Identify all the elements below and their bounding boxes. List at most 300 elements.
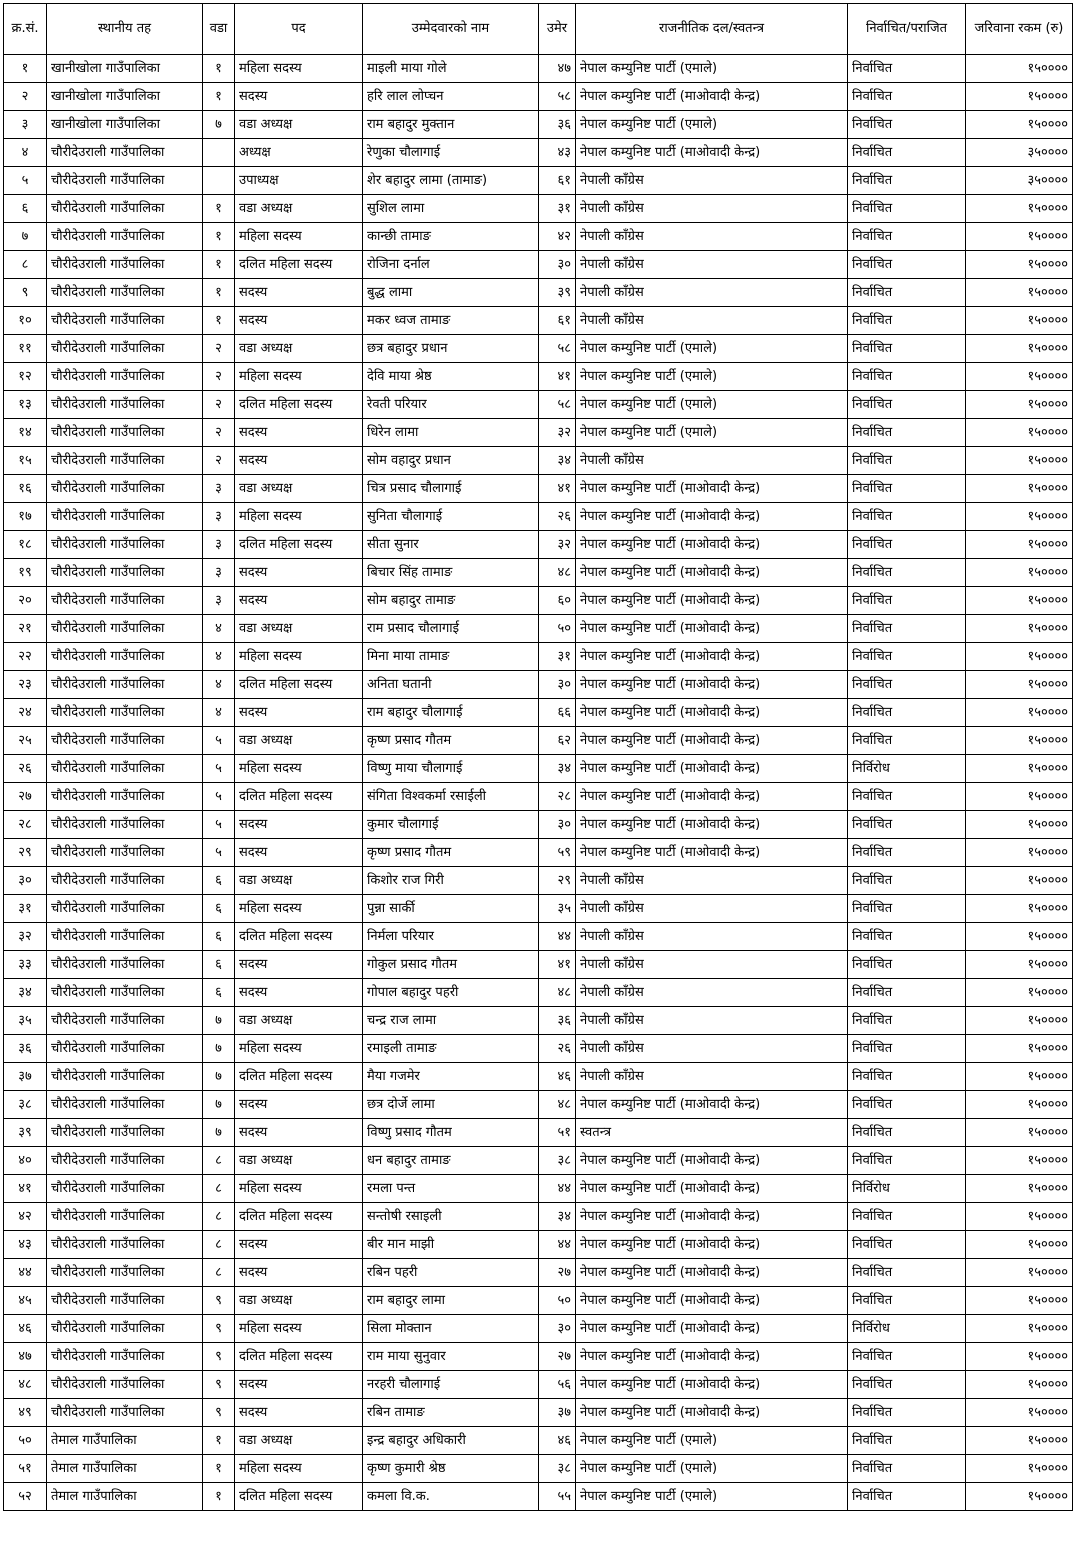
cell-local-level: चौरीदेउराली गाउँपालिका [47,531,203,559]
cell-ward: ६ [203,867,235,895]
cell-fine-amount: ३५०००० [966,167,1073,195]
cell-party: नेपाल कम्युनिष्ट पार्टी (एमाले) [576,1455,848,1483]
cell-serial: २ [4,83,47,111]
cell-local-level: चौरीदेउराली गाउँपालिका [47,839,203,867]
cell-fine-amount: १५०००० [966,111,1073,139]
cell-result: निर्वाचित [848,223,966,251]
cell-ward: २ [203,335,235,363]
cell-position: सदस्य [235,1259,363,1287]
cell-candidate-name: बुद्ध लामा [363,279,539,307]
cell-candidate-name: कृष्ण प्रसाद गौतम [363,839,539,867]
cell-party: नेपाली काँग्रेस [576,447,848,475]
header-party: राजनीतिक दल/स्वतन्त्र [576,4,848,55]
cell-local-level: चौरीदेउराली गाउँपालिका [47,1343,203,1371]
cell-age: ४१ [539,363,576,391]
cell-fine-amount: १५०००० [966,1091,1073,1119]
cell-candidate-name: पुन्ना सार्की [363,895,539,923]
table-row [4,195,1073,223]
cell-serial: ५२ [4,1483,47,1511]
cell-ward: ६ [203,923,235,951]
cell-position: वडा अध्यक्ष [235,111,363,139]
cell-candidate-name: गोकुल प्रसाद गौतम [363,951,539,979]
cell-candidate-name: राम प्रसाद चौलागाई [363,615,539,643]
cell-age: ५८ [539,83,576,111]
cell-party: नेपाली काँग्रेस [576,867,848,895]
cell-fine-amount: १५०००० [966,307,1073,335]
cell-candidate-name: माइली माया गोले [363,55,539,83]
cell-age: ३४ [539,1203,576,1231]
table-row [4,1259,1073,1287]
cell-position: महिला सदस्य [235,1035,363,1063]
cell-party: नेपाली काँग्रेस [576,307,848,335]
cell-ward: ८ [203,1231,235,1259]
cell-serial: ४४ [4,1259,47,1287]
cell-serial: २९ [4,839,47,867]
cell-result: निर्वाचित [848,1091,966,1119]
cell-candidate-name: चन्द्र राज लामा [363,1007,539,1035]
table-row [4,55,1073,83]
cell-serial: ४३ [4,1231,47,1259]
cell-ward [203,167,235,195]
cell-serial: १३ [4,391,47,419]
table-header-row [4,4,1073,55]
cell-party: नेपाल कम्युनिष्ट पार्टी (माओवादी केन्द्र) [576,531,848,559]
cell-position: महिला सदस्य [235,1455,363,1483]
cell-position: वडा अध्यक्ष [235,1287,363,1315]
cell-ward: १ [203,279,235,307]
cell-age: ५८ [539,391,576,419]
cell-ward: ८ [203,1147,235,1175]
cell-party: नेपाल कम्युनिष्ट पार्टी (माओवादी केन्द्र) [576,559,848,587]
cell-position: महिला सदस्य [235,1315,363,1343]
cell-serial: १० [4,307,47,335]
cell-position: वडा अध्यक्ष [235,1147,363,1175]
cell-position: सदस्य [235,1371,363,1399]
cell-serial: ३३ [4,951,47,979]
cell-fine-amount: १५०००० [966,195,1073,223]
table-row [4,1455,1073,1483]
table-row [4,251,1073,279]
cell-position: सदस्य [235,979,363,1007]
cell-result: निर्वाचित [848,783,966,811]
cell-result: निर्वाचित [848,1427,966,1455]
cell-position: सदस्य [235,83,363,111]
cell-position: अध्यक्ष [235,139,363,167]
table-row [4,503,1073,531]
cell-party: नेपाली काँग्रेस [576,1007,848,1035]
cell-fine-amount: १५०००० [966,1371,1073,1399]
cell-ward: १ [203,307,235,335]
cell-serial: २६ [4,755,47,783]
cell-position: दलित महिला सदस्य [235,923,363,951]
cell-position: महिला सदस्य [235,755,363,783]
cell-candidate-name: रमला पन्त [363,1175,539,1203]
cell-age: ४४ [539,923,576,951]
cell-local-level: चौरीदेउराली गाउँपालिका [47,1315,203,1343]
table-row [4,167,1073,195]
cell-ward: ९ [203,1399,235,1427]
table-row [4,1203,1073,1231]
cell-local-level: चौरीदेउराली गाउँपालिका [47,1287,203,1315]
cell-result: निर्वाचित [848,979,966,1007]
cell-local-level: तेमाल गाउँपालिका [47,1455,203,1483]
cell-candidate-name: देवि माया श्रेष्ठ [363,363,539,391]
cell-age: ४६ [539,1427,576,1455]
cell-serial: ३१ [4,895,47,923]
cell-position: महिला सदस्य [235,55,363,83]
cell-serial: ३२ [4,923,47,951]
cell-age: ४२ [539,223,576,251]
cell-local-level: खानीखोला गाउँपालिका [47,55,203,83]
cell-age: ४८ [539,1091,576,1119]
cell-candidate-name: कमला वि.क. [363,1483,539,1511]
cell-fine-amount: १५०००० [966,1427,1073,1455]
cell-local-level: चौरीदेउराली गाउँपालिका [47,1063,203,1091]
cell-local-level: चौरीदेउराली गाउँपालिका [47,447,203,475]
cell-party: नेपाल कम्युनिष्ट पार्टी (माओवादी केन्द्र) [576,783,848,811]
cell-fine-amount: १५०००० [966,475,1073,503]
cell-candidate-name: मैया गजमेर [363,1063,539,1091]
cell-party: नेपाल कम्युनिष्ट पार्टी (माओवादी केन्द्र) [576,1343,848,1371]
cell-party: नेपाल कम्युनिष्ट पार्टी (माओवादी केन्द्र) [576,1147,848,1175]
cell-fine-amount: १५०००० [966,335,1073,363]
cell-candidate-name: विष्णु प्रसाद गौतम [363,1119,539,1147]
cell-result: निर्वाचित [848,1399,966,1427]
cell-candidate-name: राम माया सुनुवार [363,1343,539,1371]
cell-position: सदस्य [235,279,363,307]
cell-ward: १ [203,1483,235,1511]
cell-local-level: चौरीदेउराली गाउँपालिका [47,279,203,307]
cell-local-level: चौरीदेउराली गाउँपालिका [47,195,203,223]
cell-age: ४७ [539,55,576,83]
cell-fine-amount: १५०००० [966,223,1073,251]
cell-party: नेपाल कम्युनिष्ट पार्टी (एमाले) [576,419,848,447]
cell-party: नेपाल कम्युनिष्ट पार्टी (माओवादी केन्द्र) [576,811,848,839]
cell-local-level: चौरीदेउराली गाउँपालिका [47,811,203,839]
cell-party: नेपाल कम्युनिष्ट पार्टी (एमाले) [576,111,848,139]
cell-ward: ६ [203,979,235,1007]
cell-serial: ७ [4,223,47,251]
cell-candidate-name: कुमार चौलागाई [363,811,539,839]
cell-local-level: चौरीदेउराली गाउँपालिका [47,951,203,979]
cell-result: निर्वाचित [848,1203,966,1231]
cell-serial: ४८ [4,1371,47,1399]
cell-local-level: चौरीदेउराली गाउँपालिका [47,615,203,643]
cell-fine-amount: १५०००० [966,503,1073,531]
cell-party: नेपाल कम्युनिष्ट पार्टी (माओवादी केन्द्र) [576,587,848,615]
cell-local-level: चौरीदेउराली गाउँपालिका [47,587,203,615]
cell-age: ५६ [539,1371,576,1399]
cell-ward: २ [203,447,235,475]
cell-party: नेपाली काँग्रेस [576,251,848,279]
cell-serial: ४० [4,1147,47,1175]
cell-party: नेपाल कम्युनिष्ट पार्टी (एमाले) [576,391,848,419]
cell-candidate-name: रोजिना दर्नाल [363,251,539,279]
cell-ward: १ [203,223,235,251]
cell-candidate-name: शेर बहादुर लामा (तामाङ) [363,167,539,195]
cell-party: नेपाली काँग्रेस [576,895,848,923]
cell-age: ४१ [539,475,576,503]
cell-ward: ३ [203,475,235,503]
table-row [4,783,1073,811]
table-row [4,363,1073,391]
cell-fine-amount: १५०००० [966,1287,1073,1315]
cell-serial: १ [4,55,47,83]
cell-candidate-name: सुनिता चौलागाई [363,503,539,531]
cell-position: दलित महिला सदस्य [235,251,363,279]
cell-ward: १ [203,251,235,279]
cell-position: सदस्य [235,307,363,335]
cell-fine-amount: १५०००० [966,811,1073,839]
cell-candidate-name: छत्र बहादुर प्रधान [363,335,539,363]
cell-ward: २ [203,363,235,391]
cell-party: नेपाल कम्युनिष्ट पार्टी (माओवादी केन्द्र) [576,503,848,531]
cell-ward: ४ [203,615,235,643]
cell-fine-amount: १५०००० [966,615,1073,643]
cell-age: ३० [539,1315,576,1343]
table-row [4,391,1073,419]
cell-result: निर्वाचित [848,307,966,335]
cell-local-level: चौरीदेउराली गाउँपालिका [47,139,203,167]
cell-fine-amount: १५०००० [966,699,1073,727]
cell-result: निर्वाचित [848,1035,966,1063]
cell-local-level: तेमाल गाउँपालिका [47,1427,203,1455]
cell-age: २७ [539,1259,576,1287]
cell-result: निर्विरोध [848,1315,966,1343]
cell-result: निर्वाचित [848,811,966,839]
cell-party: नेपाल कम्युनिष्ट पार्टी (एमाले) [576,363,848,391]
cell-local-level: चौरीदेउराली गाउँपालिका [47,335,203,363]
cell-party: नेपाल कम्युनिष्ट पार्टी (माओवादी केन्द्र) [576,1315,848,1343]
cell-ward: ४ [203,643,235,671]
cell-candidate-name: बीर मान माझी [363,1231,539,1259]
cell-local-level: खानीखोला गाउँपालिका [47,83,203,111]
header-fine-amount: जरिवाना रकम (रु) [966,4,1073,55]
table-row [4,643,1073,671]
cell-fine-amount: १५०००० [966,783,1073,811]
cell-ward: १ [203,1427,235,1455]
cell-result: निर्वाचित [848,671,966,699]
cell-candidate-name: किशोर राज गिरी [363,867,539,895]
cell-local-level: चौरीदेउराली गाउँपालिका [47,559,203,587]
cell-party: नेपाल कम्युनिष्ट पार्टी (एमाले) [576,1427,848,1455]
cell-fine-amount: १५०००० [966,867,1073,895]
cell-candidate-name: मकर ध्वज तामाङ [363,307,539,335]
cell-position: दलित महिला सदस्य [235,1063,363,1091]
cell-ward [203,139,235,167]
cell-local-level: चौरीदेउराली गाउँपालिका [47,167,203,195]
cell-position: वडा अध्यक्ष [235,475,363,503]
cell-local-level: चौरीदेउराली गाउँपालिका [47,1399,203,1427]
cell-party: नेपाल कम्युनिष्ट पार्टी (माओवादी केन्द्र) [576,839,848,867]
cell-result: निर्वाचित [848,251,966,279]
cell-result: निर्विरोध [848,1175,966,1203]
cell-ward: २ [203,419,235,447]
cell-serial: २० [4,587,47,615]
cell-serial: ९ [4,279,47,307]
cell-party: नेपाली काँग्रेस [576,167,848,195]
cell-fine-amount: ३५०००० [966,139,1073,167]
table-row [4,335,1073,363]
cell-party: नेपाल कम्युनिष्ट पार्टी (माओवादी केन्द्र) [576,699,848,727]
cell-party: नेपाल कम्युनिष्ट पार्टी (माओवादी केन्द्र) [576,1175,848,1203]
cell-position: सदस्य [235,811,363,839]
cell-party: नेपाल कम्युनिष्ट पार्टी (माओवादी केन्द्र) [576,1371,848,1399]
cell-result: निर्वाचित [848,531,966,559]
cell-result: निर्वाचित [848,503,966,531]
cell-candidate-name: रेणुका चौलागाई [363,139,539,167]
cell-party: स्वतन्त्र [576,1119,848,1147]
cell-serial: १७ [4,503,47,531]
cell-ward: ५ [203,811,235,839]
cell-ward: ६ [203,895,235,923]
cell-local-level: चौरीदेउराली गाउँपालिका [47,979,203,1007]
cell-local-level: चौरीदेउराली गाउँपालिका [47,1371,203,1399]
cell-candidate-name: हरि लाल लोप्चन [363,83,539,111]
table-row [4,1315,1073,1343]
cell-age: ३६ [539,1007,576,1035]
cell-result: निर्वाचित [848,139,966,167]
cell-age: ४४ [539,1175,576,1203]
cell-candidate-name: धन बहादुर तामाङ [363,1147,539,1175]
cell-age: ३२ [539,531,576,559]
cell-candidate-name: सीता सुनार [363,531,539,559]
cell-age: ३९ [539,279,576,307]
cell-fine-amount: १५०००० [966,1203,1073,1231]
cell-age: ५० [539,1287,576,1315]
table-row [4,139,1073,167]
cell-age: ३० [539,251,576,279]
cell-candidate-name: राम बहादुर चौलागाई [363,699,539,727]
cell-age: ३१ [539,643,576,671]
cell-local-level: चौरीदेउराली गाउँपालिका [47,895,203,923]
cell-fine-amount: १५०००० [966,1063,1073,1091]
cell-party: नेपाल कम्युनिष्ट पार्टी (माओवादी केन्द्र) [576,83,848,111]
cell-local-level: चौरीदेउराली गाउँपालिका [47,1175,203,1203]
cell-serial: २१ [4,615,47,643]
cell-serial: ५१ [4,1455,47,1483]
cell-age: ६२ [539,727,576,755]
cell-party: नेपाल कम्युनिष्ट पार्टी (माओवादी केन्द्र) [576,139,848,167]
cell-result: निर्वाचित [848,951,966,979]
table-row [4,1371,1073,1399]
cell-candidate-name: राम बहादुर लामा [363,1287,539,1315]
cell-age: ४४ [539,1231,576,1259]
cell-serial: ३९ [4,1119,47,1147]
cell-result: निर्वाचित [848,839,966,867]
table-row [4,1483,1073,1511]
cell-age: ५० [539,615,576,643]
cell-position: वडा अध्यक्ष [235,867,363,895]
cell-ward: ९ [203,1315,235,1343]
cell-local-level: चौरीदेउराली गाउँपालिका [47,419,203,447]
cell-result: निर्वाचित [848,727,966,755]
cell-candidate-name: मिना माया तामाङ [363,643,539,671]
cell-fine-amount: १५०००० [966,1119,1073,1147]
cell-candidate-name: कान्छी तामाङ [363,223,539,251]
cell-result: निर्वाचित [848,1259,966,1287]
table-row [4,1399,1073,1427]
cell-candidate-name: संगिता विश्वकर्मा रसाईली [363,783,539,811]
cell-position: सदस्य [235,559,363,587]
cell-position: सदस्य [235,1399,363,1427]
cell-fine-amount: १५०००० [966,643,1073,671]
cell-ward: ३ [203,559,235,587]
cell-party: नेपाल कम्युनिष्ट पार्टी (माओवादी केन्द्र) [576,1259,848,1287]
header-local-level: स्थानीय तह [47,4,203,55]
cell-ward: ४ [203,699,235,727]
cell-local-level: चौरीदेउराली गाउँपालिका [47,867,203,895]
cell-position: महिला सदस्य [235,895,363,923]
cell-party: नेपाल कम्युनिष्ट पार्टी (माओवादी केन्द्र) [576,1231,848,1259]
cell-local-level: तेमाल गाउँपालिका [47,1483,203,1511]
cell-candidate-name: छत्र दोर्जे लामा [363,1091,539,1119]
table-row [4,895,1073,923]
cell-candidate-name: सिला मोक्तान [363,1315,539,1343]
cell-local-level: खानीखोला गाउँपालिका [47,111,203,139]
table-row [4,1343,1073,1371]
cell-serial: २२ [4,643,47,671]
cell-party: नेपाल कम्युनिष्ट पार्टी (माओवादी केन्द्र) [576,1091,848,1119]
cell-serial: १५ [4,447,47,475]
cell-party: नेपाल कम्युनिष्ट पार्टी (माओवादी केन्द्र) [576,755,848,783]
cell-serial: १२ [4,363,47,391]
cell-position: वडा अध्यक्ष [235,1427,363,1455]
cell-fine-amount: १५०००० [966,895,1073,923]
cell-result: निर्वाचित [848,1063,966,1091]
cell-party: नेपाली काँग्रेस [576,979,848,1007]
cell-age: ३४ [539,755,576,783]
cell-ward: ७ [203,111,235,139]
cell-party: नेपाली काँग्रेस [576,923,848,951]
cell-local-level: चौरीदेउराली गाउँपालिका [47,671,203,699]
cell-position: दलित महिला सदस्य [235,531,363,559]
cell-result: निर्वाचित [848,363,966,391]
table-row [4,923,1073,951]
cell-serial: १८ [4,531,47,559]
cell-ward: ८ [203,1203,235,1231]
cell-age: २६ [539,1035,576,1063]
cell-candidate-name: बिचार सिंह तामाङ [363,559,539,587]
cell-serial: ५ [4,167,47,195]
table-row [4,1175,1073,1203]
cell-age: ३० [539,671,576,699]
cell-serial: ३ [4,111,47,139]
cell-result: निर्वाचित [848,1343,966,1371]
cell-position: दलित महिला सदस्य [235,1343,363,1371]
cell-ward: ४ [203,671,235,699]
cell-fine-amount: १५०००० [966,1035,1073,1063]
cell-party: नेपाली काँग्रेस [576,1063,848,1091]
cell-result: निर्वाचित [848,559,966,587]
cell-age: २९ [539,867,576,895]
cell-position: महिला सदस्य [235,643,363,671]
cell-local-level: चौरीदेउराली गाउँपालिका [47,923,203,951]
cell-fine-amount: १५०००० [966,1483,1073,1511]
cell-serial: ४७ [4,1343,47,1371]
cell-local-level: चौरीदेउराली गाउँपालिका [47,727,203,755]
cell-position: सदस्य [235,1231,363,1259]
cell-ward: ८ [203,1175,235,1203]
cell-serial: १६ [4,475,47,503]
cell-position: दलित महिला सदस्य [235,1203,363,1231]
header-ward: वडा [203,4,235,55]
cell-age: ४३ [539,139,576,167]
cell-position: दलित महिला सदस्य [235,1483,363,1511]
cell-age: ६६ [539,699,576,727]
cell-fine-amount: १५०००० [966,1315,1073,1343]
header-candidate-name: उम्मेदवारको नाम [363,4,539,55]
